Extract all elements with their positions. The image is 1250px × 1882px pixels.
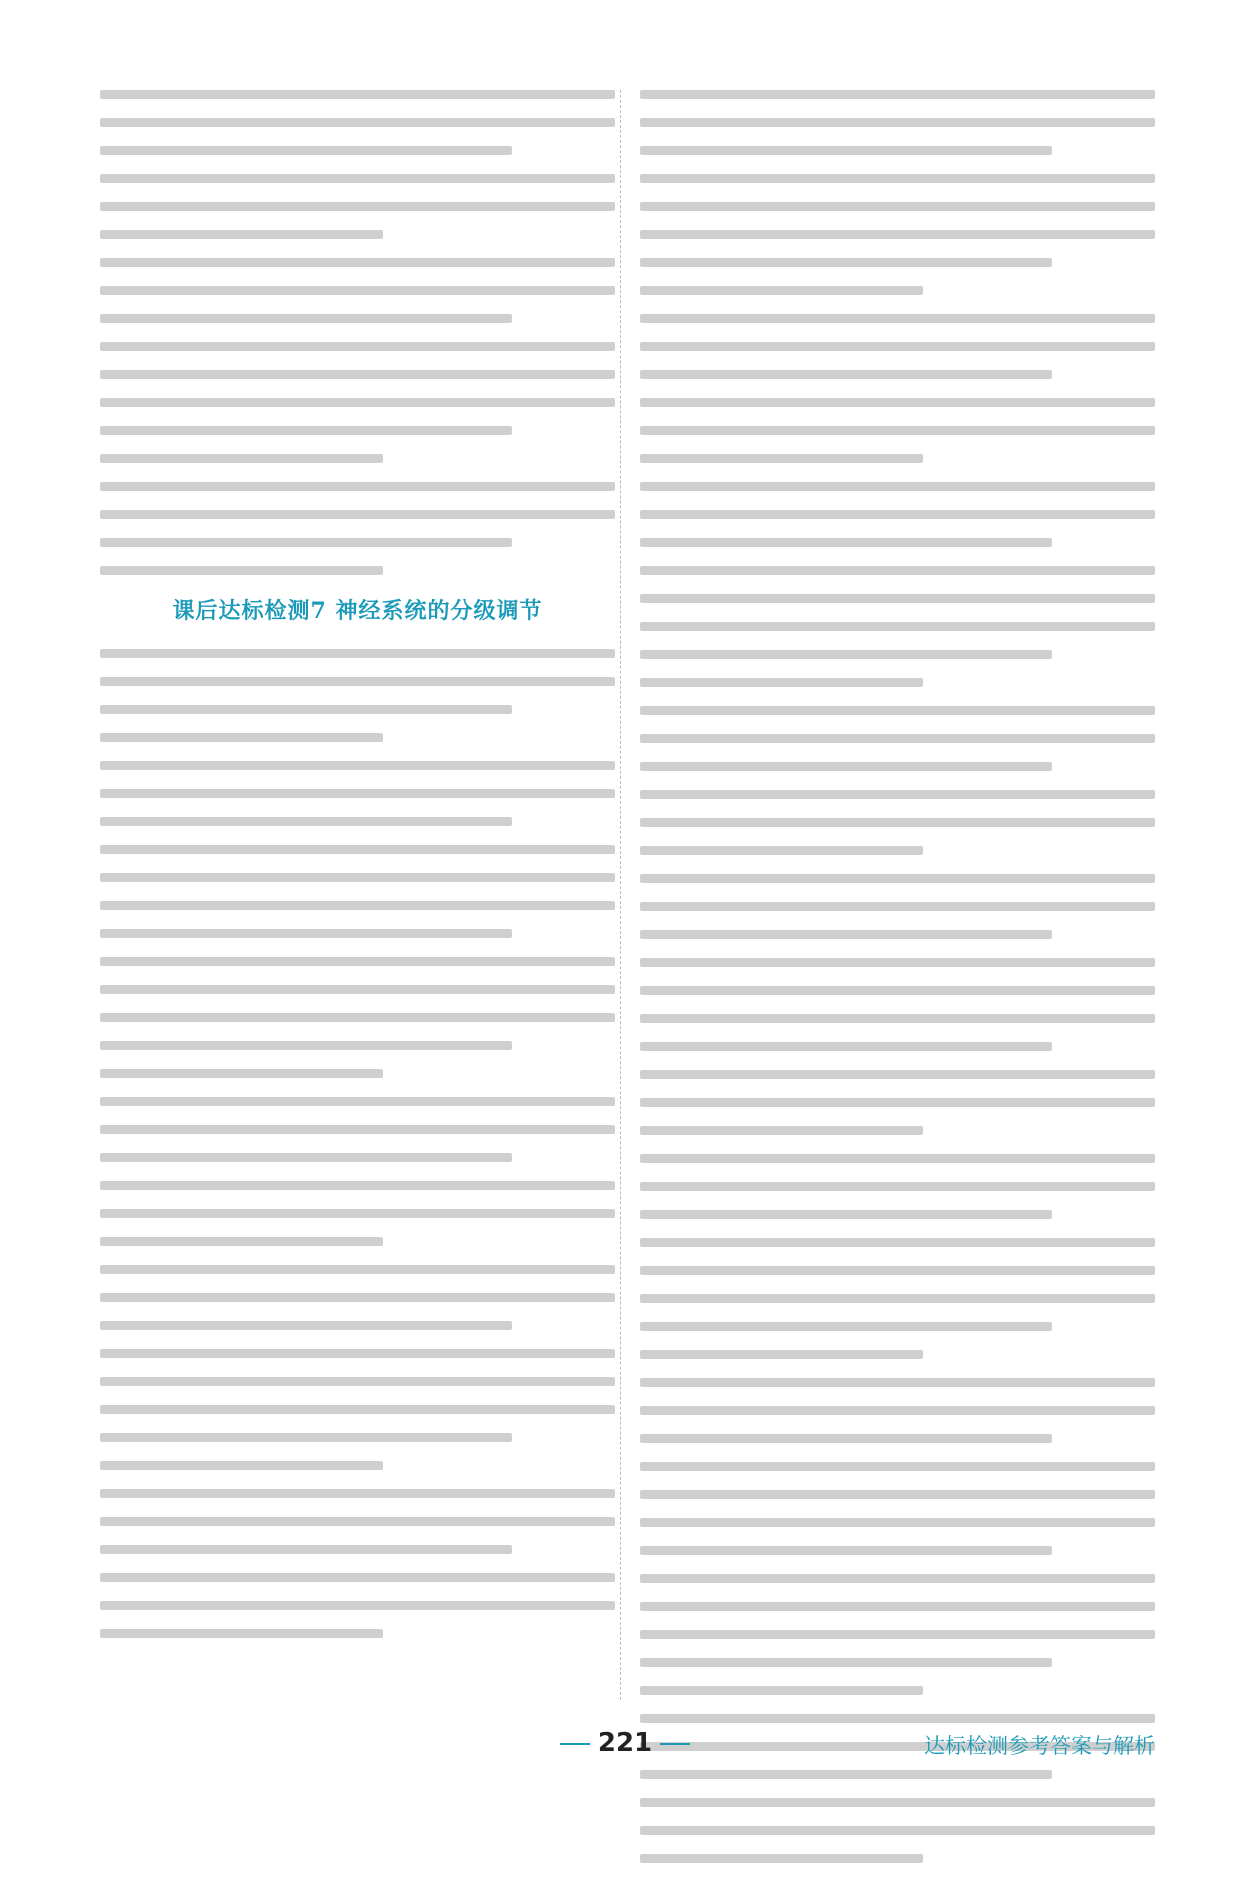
text-line-placeholder [640,1798,1155,1807]
text-line-placeholder [640,174,1155,183]
text-line-placeholder [100,1629,383,1638]
text-line-placeholder [100,789,615,798]
answer-paragraph [100,1097,615,1246]
text-line-placeholder [640,650,1052,659]
answer-paragraph [640,90,1155,295]
text-line-placeholder [640,706,1155,715]
text-line-placeholder [640,678,923,687]
text-line-placeholder [100,985,615,994]
text-line-placeholder [640,202,1155,211]
text-line-placeholder [640,1098,1155,1107]
text-line-placeholder [640,398,1155,407]
text-line-placeholder [100,901,615,910]
page-number-text: 221 [597,1728,653,1758]
text-line-placeholder [100,845,615,854]
text-line-placeholder [100,1517,615,1526]
text-line-placeholder [100,705,512,714]
text-line-placeholder [640,762,1052,771]
answer-paragraph [100,1265,615,1470]
text-line-placeholder [100,733,383,742]
answer-paragraph [100,1489,615,1638]
text-line-placeholder [640,146,1052,155]
text-line-placeholder [640,370,1052,379]
text-line-placeholder [100,510,615,519]
text-line-placeholder [640,734,1155,743]
text-line-placeholder [640,1266,1155,1275]
text-line-placeholder [640,1854,923,1863]
text-line-placeholder [640,510,1155,519]
column-divider [620,90,621,1700]
text-line-placeholder [640,846,923,855]
text-line-placeholder [100,314,512,323]
text-line-placeholder [100,1069,383,1078]
text-line-placeholder [100,1265,615,1274]
text-line-placeholder [100,1321,512,1330]
answer-paragraph [100,649,615,742]
text-line-placeholder [640,986,1155,995]
text-line-placeholder [100,957,615,966]
text-line-placeholder [100,1293,615,1302]
text-line-placeholder [640,1070,1155,1079]
text-line-placeholder [100,817,512,826]
text-line-placeholder [100,482,615,491]
text-line-placeholder [640,958,1155,967]
text-line-placeholder [100,677,615,686]
text-line-placeholder [100,649,615,658]
text-line-placeholder [100,1433,512,1442]
text-line-placeholder [640,286,923,295]
text-line-placeholder [640,930,1052,939]
text-line-placeholder [640,1434,1052,1443]
text-line-placeholder [100,1041,512,1050]
text-line-placeholder [100,342,615,351]
text-line-placeholder [640,1350,923,1359]
text-line-placeholder [100,1125,615,1134]
text-line-placeholder [100,1153,512,1162]
answer-paragraph [100,258,615,463]
text-line-placeholder [640,1126,923,1135]
section-heading: 课后达标检测7 神经系统的分级调节 [172,598,543,624]
text-line-placeholder [640,1378,1155,1387]
answer-paragraph [640,314,1155,463]
text-line-placeholder [640,342,1155,351]
text-line-placeholder [640,454,923,463]
text-line-placeholder [640,1658,1052,1667]
answer-paragraph [640,874,1155,1135]
text-line-placeholder [640,1462,1155,1471]
text-line-placeholder [640,790,1155,799]
text-line-placeholder [100,873,615,882]
text-line-placeholder [640,1210,1052,1219]
text-line-placeholder [640,1630,1155,1639]
text-line-placeholder [100,1573,615,1582]
text-line-placeholder [640,1238,1155,1247]
text-line-placeholder [100,1237,383,1246]
text-line-placeholder [640,1602,1155,1611]
left-column [100,90,615,1657]
answer-paragraph [640,1378,1155,1695]
answer-block-group [100,90,615,575]
answer-block-group [100,649,615,1638]
answer-paragraph [640,1154,1155,1359]
text-line-placeholder [640,1294,1155,1303]
text-line-placeholder [100,286,615,295]
text-line-placeholder [640,1574,1155,1583]
text-line-placeholder [640,1406,1155,1415]
answer-paragraph [640,706,1155,855]
text-line-placeholder [640,1322,1052,1331]
text-line-placeholder [100,118,615,127]
text-line-placeholder [640,818,1155,827]
text-line-placeholder [640,1518,1155,1527]
text-line-placeholder [640,566,1155,575]
text-line-placeholder [100,1013,615,1022]
text-line-placeholder [100,1377,615,1386]
answer-block-group [640,90,1155,1863]
text-line-placeholder [640,594,1155,603]
footer-title: 达标检测参考答案与解析 [924,1734,1155,1758]
dash-decoration [660,1743,690,1745]
text-line-placeholder [640,902,1155,911]
text-line-placeholder [640,1546,1052,1555]
text-line-placeholder [100,258,615,267]
text-line-placeholder [640,1770,1052,1779]
text-line-placeholder [640,482,1155,491]
text-line-placeholder [100,146,512,155]
text-line-placeholder [100,929,512,938]
text-line-placeholder [640,118,1155,127]
text-line-placeholder [100,398,615,407]
text-line-placeholder [100,202,615,211]
text-line-placeholder [640,1826,1155,1835]
answer-paragraph [100,90,615,239]
text-line-placeholder [640,1686,923,1695]
answer-paragraph [100,482,615,575]
text-line-placeholder [100,454,383,463]
text-line-placeholder [100,538,512,547]
text-line-placeholder [100,566,383,575]
text-line-placeholder [100,426,512,435]
text-line-placeholder [100,1405,615,1414]
text-line-placeholder [640,230,1155,239]
text-line-placeholder [100,230,383,239]
text-line-placeholder [640,622,1155,631]
right-column [640,90,1155,1882]
text-line-placeholder [640,258,1052,267]
answer-paragraph [100,761,615,1078]
text-line-placeholder [640,1714,1155,1723]
text-line-placeholder [640,874,1155,883]
text-line-placeholder [100,1349,615,1358]
text-line-placeholder [100,1209,615,1218]
text-line-placeholder [640,1182,1155,1191]
text-line-placeholder [100,1601,615,1610]
text-line-placeholder [100,370,615,379]
dash-decoration [560,1743,590,1745]
text-line-placeholder [640,538,1052,547]
text-line-placeholder [640,1014,1155,1023]
answer-paragraph [640,482,1155,687]
text-line-placeholder [640,314,1155,323]
text-line-placeholder [640,1154,1155,1163]
text-line-placeholder [100,1461,383,1470]
text-line-placeholder [640,426,1155,435]
text-line-placeholder [640,1042,1052,1051]
text-line-placeholder [100,90,615,99]
text-line-placeholder [100,1489,615,1498]
text-line-placeholder [100,761,615,770]
text-line-placeholder [640,1490,1155,1499]
text-line-placeholder [640,90,1155,99]
text-line-placeholder [100,174,615,183]
text-line-placeholder [100,1181,615,1190]
text-line-placeholder [100,1545,512,1554]
text-line-placeholder [100,1097,615,1106]
